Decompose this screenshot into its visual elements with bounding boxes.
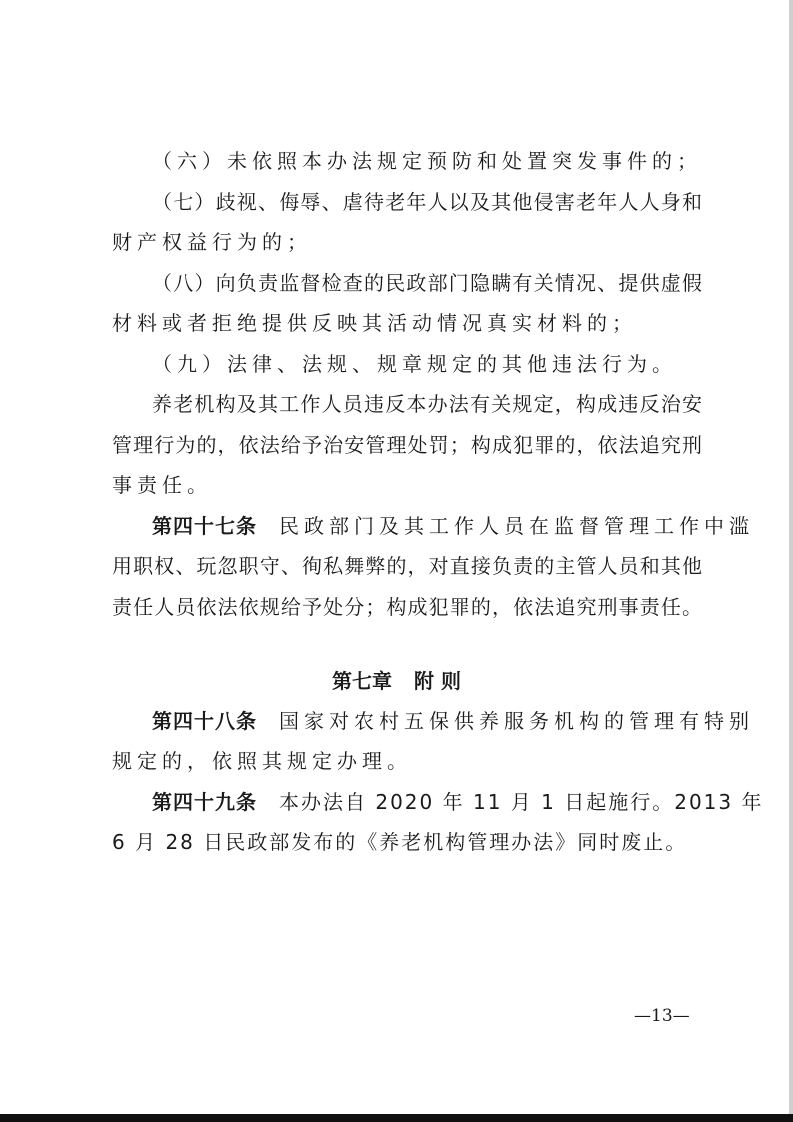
scan-edge-bottom <box>0 1114 793 1122</box>
scan-edge-right <box>789 0 793 1122</box>
paragraph-security-line-1: 养老机构及其工作人员违反本办法有关规定，构成违反治安 <box>152 392 702 416</box>
clause-9: （九）法律、法规、规章规定的其他违法行为。 <box>152 352 677 376</box>
paragraph-security-line-3: 事责任。 <box>112 473 212 497</box>
clause-6: （六）未依照本办法规定预防和处置突发事件的； <box>152 149 702 173</box>
article-49-line-1 <box>152 789 764 815</box>
article-47-line-2: 用职权、玩忽职守、徇私舞弊的，对直接负责的主管人员和其他 <box>112 554 702 578</box>
article-49-line-2: 6 月 28 日民政部发布的《养老机构管理办法》同时废止。 <box>112 830 688 854</box>
article-48-text-1: 国家对农村五保供养服务机构的管理有特别 <box>279 709 754 733</box>
article-47-text-1: 民政部门及其工作人员在监督管理工作中滥 <box>279 514 754 538</box>
paragraph-security-line-2: 管理行为的，依法给予治安管理处罚；构成犯罪的，依法追究刑 <box>112 433 702 457</box>
page-number: —13— <box>634 1006 690 1026</box>
article-47-line-1 <box>152 513 754 539</box>
article-47-heading: 第四十七条 <box>152 514 257 538</box>
article-48-line-1 <box>152 708 754 734</box>
chapter-number: 第七章 <box>332 669 393 693</box>
clause-8-line-2: 材料或者拒绝提供反映其活动情况真实材料的； <box>112 311 637 335</box>
clause-7-line-2: 财产权益行为的； <box>112 230 312 254</box>
article-48-heading: 第四十八条 <box>152 709 257 733</box>
article-47-line-3: 责任人员依法依规给予处分；构成犯罪的，依法追究刑事责任。 <box>112 595 702 619</box>
article-48-line-2: 规定的，依照其规定办理。 <box>112 749 412 773</box>
chapter-heading <box>0 668 793 694</box>
chapter-title: 附 则 <box>414 669 461 693</box>
clause-7-line-1: （七）歧视、侮辱、虐待老年人以及其他侵害老年人人身和 <box>152 190 702 214</box>
clause-8-line-1: （八）向负责监督检查的民政部门隐瞒有关情况、提供虚假 <box>152 271 702 295</box>
article-49-text-1: 本办法自 2020 年 11 月 1 日起施行。2013 年 <box>279 790 764 814</box>
article-49-heading: 第四十九条 <box>152 790 257 814</box>
